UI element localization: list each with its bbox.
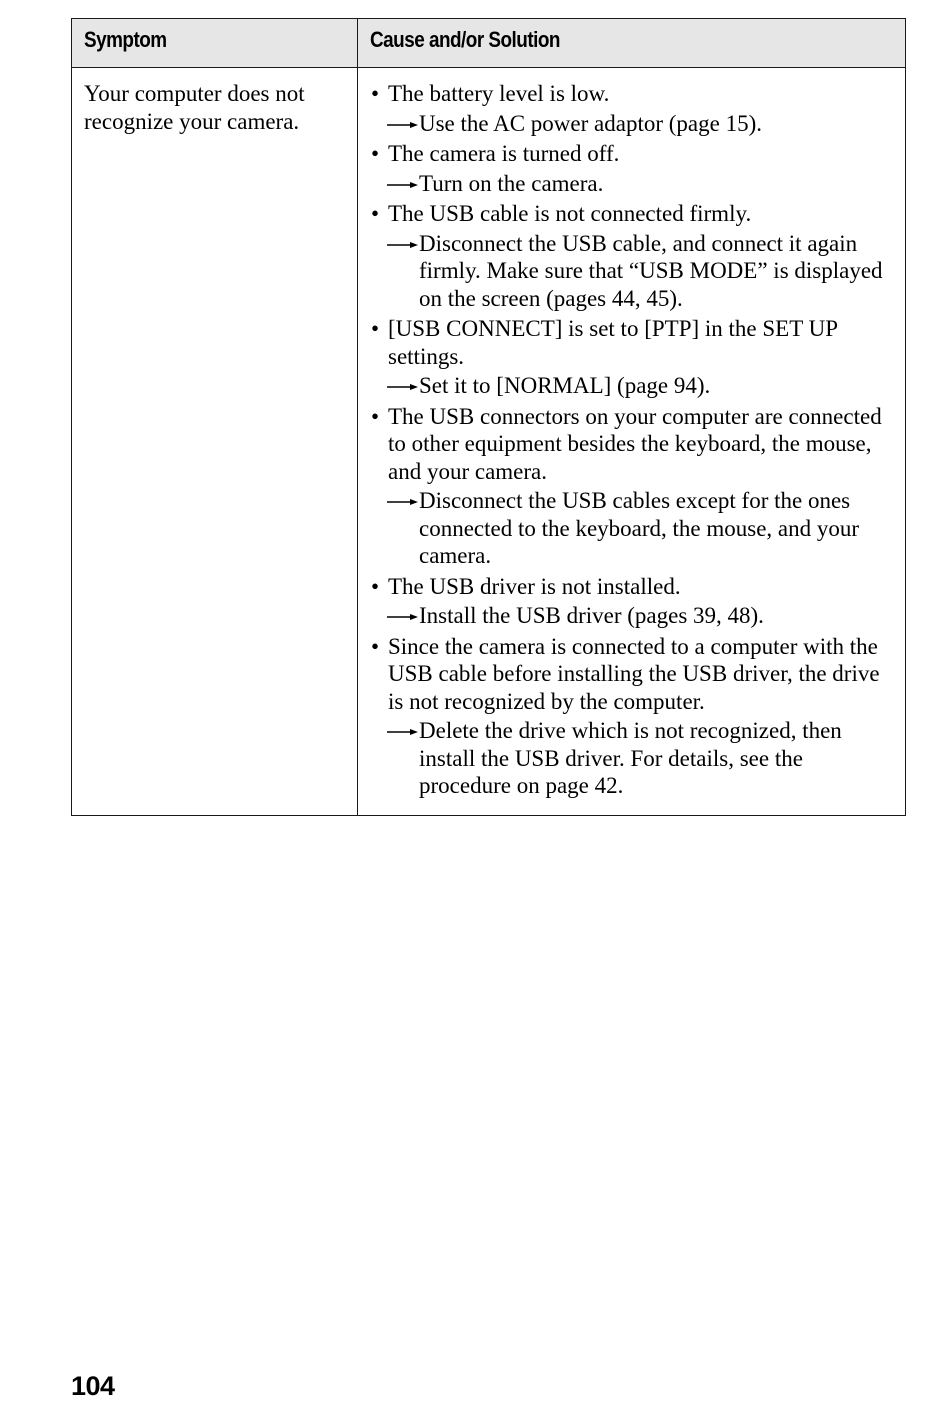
- cause-item: [371, 315, 895, 370]
- remedy-text: Disconnect the USB cable, and connect it again firmly. Make sure that “USB MODE” is displayed on the screen (pages 44, 45).: [419, 230, 883, 311]
- solution-column-header: [358, 19, 906, 68]
- bullet-icon: •: [371, 316, 380, 341]
- symptom-cell: Your computer does not recognize your camera.: [72, 68, 358, 816]
- page-number: 104: [71, 1371, 115, 1401]
- arrow-right-icon: [387, 122, 418, 128]
- remedy-text: Set it to [NORMAL] (page 94).: [419, 373, 711, 398]
- cause-item: [371, 633, 895, 716]
- cause-text: The battery level is low.: [388, 81, 610, 106]
- cause-item: [371, 403, 895, 486]
- remedy-text: Install the USB driver (pages 39, 48).: [419, 603, 764, 628]
- cause-text: The camera is turned off.: [388, 141, 620, 166]
- cause-text: The USB connectors on your computer are connected to other equipment besides the keyboard, the mouse, and your camera.: [388, 403, 882, 484]
- remedy-item: [371, 230, 895, 313]
- remedy-item: [371, 372, 895, 400]
- remedy-item: [371, 602, 895, 630]
- bullet-icon: •: [371, 81, 380, 106]
- solution-cell: [358, 68, 906, 816]
- remedy-item: [371, 717, 895, 800]
- remedy-item: [371, 170, 895, 198]
- remedy-text: Disconnect the USB cables except for the ones connected to the keyboard, the mouse, and your camera.: [419, 488, 860, 568]
- cause-text: [USB CONNECT] is set to [PTP] in the SET UP settings.: [388, 316, 838, 369]
- remedy-item: [371, 487, 895, 570]
- cause-text: Since the camera is connected to a computer with the USB cable before installing the USB driver, the drive is not recognized by the computer.: [388, 633, 880, 714]
- arrow-right-icon: [387, 242, 418, 248]
- cause-item: [371, 573, 895, 601]
- arrow-right-icon: [387, 614, 418, 620]
- cause-text: The USB driver is not installed.: [388, 573, 681, 599]
- remedy-text: Turn on the camera.: [419, 170, 604, 196]
- arrow-right-icon: [387, 499, 418, 505]
- cause-item: [371, 80, 895, 108]
- cause-text: The USB cable is not connected firmly.: [388, 201, 752, 226]
- symptom-header-label: Symptom: [84, 27, 167, 52]
- troubleshooting-table: [71, 18, 906, 816]
- table-row: [72, 68, 906, 816]
- bullet-icon: •: [371, 573, 380, 599]
- solution-header-label: Cause and/or Solution: [370, 27, 560, 52]
- bullet-icon: •: [371, 201, 380, 226]
- arrow-right-icon: [387, 729, 418, 735]
- symptom-column-header: [72, 19, 358, 68]
- cause-item: [371, 140, 895, 168]
- arrow-right-icon: [387, 384, 418, 390]
- bullet-icon: •: [371, 403, 380, 429]
- arrow-right-icon: [387, 182, 418, 188]
- table-header-row: [72, 19, 906, 68]
- remedy-text: Delete the drive which is not recognized, then install the USB driver. For details, see the procedure on page 42.: [419, 718, 842, 798]
- remedy-item: [371, 110, 895, 138]
- remedy-text: Use the AC power adaptor (page 15).: [419, 110, 762, 136]
- bullet-icon: •: [371, 633, 380, 659]
- bullet-icon: •: [371, 141, 380, 166]
- cause-item: [371, 200, 895, 228]
